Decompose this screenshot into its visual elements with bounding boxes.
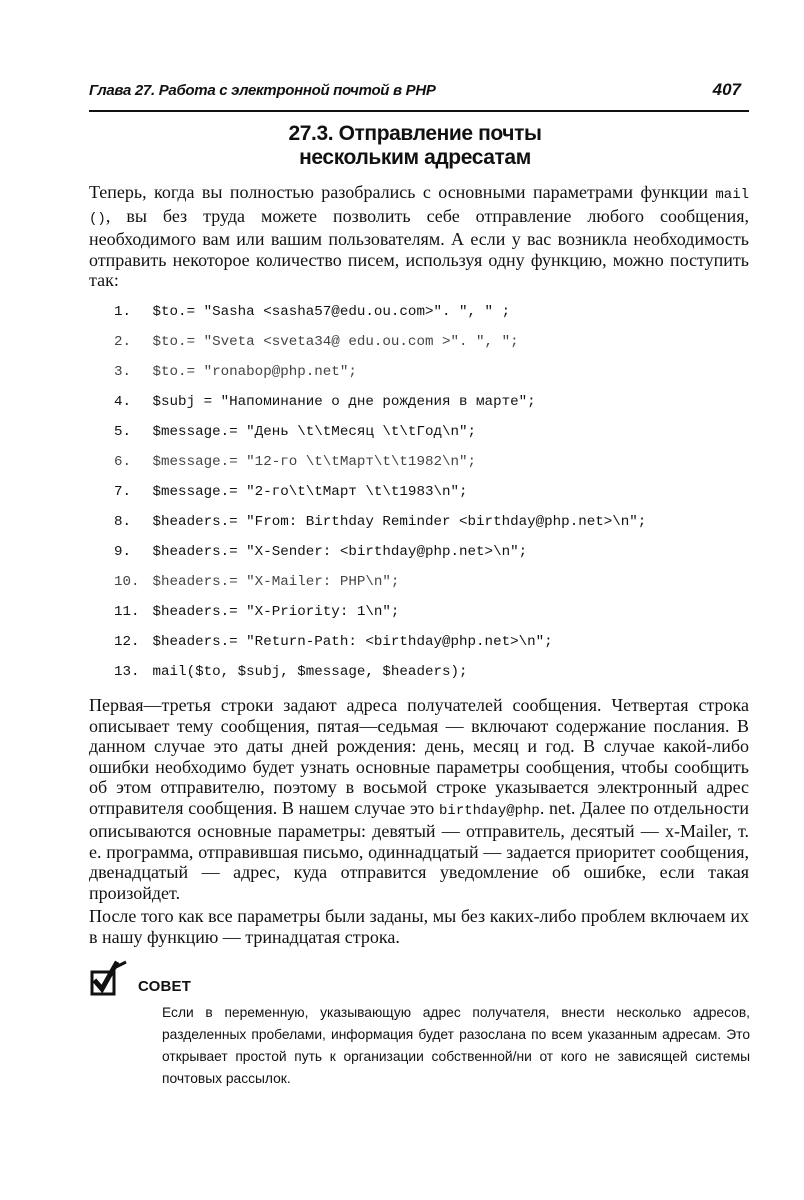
code-line [114, 657, 734, 687]
code-line-text: $message.= "День \t\tМесяц \t\tГод\n"; [152, 424, 477, 440]
code-line [114, 357, 734, 387]
code-line [114, 537, 734, 567]
code-line-text: $to.= "ronabop@php.net"; [152, 364, 357, 380]
tip-text: Если в переменную, указывающую адрес получателя, внести несколько адресов, разделенных пробелами, информация будет разослана по всем указанным адресам. Это открывает простой путь к организации собственной/ни от кого не зависящей системы почтовых рассылок. [162, 1005, 750, 1086]
code-line [114, 297, 734, 327]
code-line-text: $to.= "Sveta <sveta34@ edu.ou.com >". ", "; [152, 334, 519, 350]
code-line-number: 11. [114, 604, 140, 620]
code-line-number: 4. [114, 394, 132, 410]
code-line [114, 477, 734, 507]
intro-text-start: Теперь, когда вы полностью разобрались с основными параметрами функции [89, 182, 716, 202]
code-line-number: 5. [114, 424, 132, 440]
code-line-text: $headers.= "X-Priority: 1\n"; [152, 604, 400, 620]
code-line-number: 2. [114, 334, 132, 350]
code-line-number: 7. [114, 484, 132, 500]
intro-text-end: , вы без труда можете позволить себе отправление любого сообщения, необходимого вам или вашим пользователям. А если у вас возникла необходимость отправить некоторое количество писем, используя одну функцию, можно поступить так: [89, 205, 749, 290]
code-line-number: 8. [114, 514, 132, 530]
code-line-number: 13. [114, 664, 140, 680]
section-title-line-1: 27.3. Отправление почты [288, 122, 542, 145]
check-note-icon [90, 958, 130, 998]
code-line-number: 12. [114, 634, 140, 650]
page-number: 407 [712, 80, 741, 99]
explanation-text-start: Первая—третья строки задают адреса получателей сообщения. Четвертая строка описывает тему сообщения, пятая—седьмая — включают содержание послания. В данном случае это даты дней рождения: день, месяц и год. В случае какой-либо ошибки необходимо будет узнать основные параметры сообщения, чтобы сообщить об этом отправителю, поэтому в восьмой строке указывается электронный адрес отправителя сообщения. В нашем случае это [89, 695, 749, 818]
code-line [114, 627, 734, 657]
code-line-text: mail($to, $subj, $message, $headers); [152, 664, 468, 680]
code-line-number: 1. [114, 304, 132, 320]
code-line [114, 327, 734, 357]
code-line [114, 447, 734, 477]
section-title-line-2: нескольким адресатам [299, 146, 531, 169]
code-line-text: $to.= "Sasha <sasha57@edu.ou.com>". ", " ; [152, 304, 511, 320]
code-line [114, 507, 734, 537]
header-rule [89, 110, 749, 112]
code-listing [114, 297, 734, 687]
code-line-text: $headers.= "Return-Path: <birthday@php.net>\n"; [152, 634, 553, 650]
code-line [114, 567, 734, 597]
conclusion-paragraph: После того как все параметры были заданы, мы без каких-либо проблем включаем их в нашу функцию — тринадцатая строка. [89, 906, 749, 947]
explanation-paragraph [89, 695, 749, 903]
running-header [89, 82, 741, 108]
intro-paragraph [89, 182, 749, 291]
tip-label: СОВЕТ [138, 978, 192, 995]
explanation-text-end: . net. Далее по отдельности описываются основные параметры: девятый — отправитель, десятый — x-Mailer, т. е. программа, отправившая письмо, одиннадцатый — задается приоритет сообщения, двенадцатый — адрес, куда отправится уведомление об ошибке, если такая произойдет. [89, 797, 749, 903]
code-line-text: $headers.= "X-Sender: <birthday@php.net>\n"; [152, 544, 528, 560]
intro-inline-code: mail () [89, 187, 749, 227]
chapter-title: Глава 27. Работа с электронной почтой в PHP [89, 82, 436, 99]
code-line-number: 9. [114, 544, 132, 560]
code-line-number: 3. [114, 364, 132, 380]
section-title [89, 122, 741, 170]
code-line-text: $headers.= "From: Birthday Reminder <birthday@php.net>\n"; [152, 514, 647, 530]
code-line-number: 10. [114, 574, 140, 590]
code-line [114, 417, 734, 447]
code-line-text: $message.= "2-го\t\tМарт \t\t1983\n"; [152, 484, 468, 500]
code-line [114, 597, 734, 627]
explanation-inline-code: birthday@php [439, 802, 540, 819]
code-line-text: $subj = "Напоминание о дне рождения в марте"; [152, 394, 536, 410]
code-line-number: 6. [114, 454, 132, 470]
code-line-text: $message.= "12-го \t\tМарт\t\t1982\n"; [152, 454, 477, 470]
code-line-text: $headers.= "X-Mailer: PHP\n"; [152, 574, 400, 590]
code-line [114, 387, 734, 417]
